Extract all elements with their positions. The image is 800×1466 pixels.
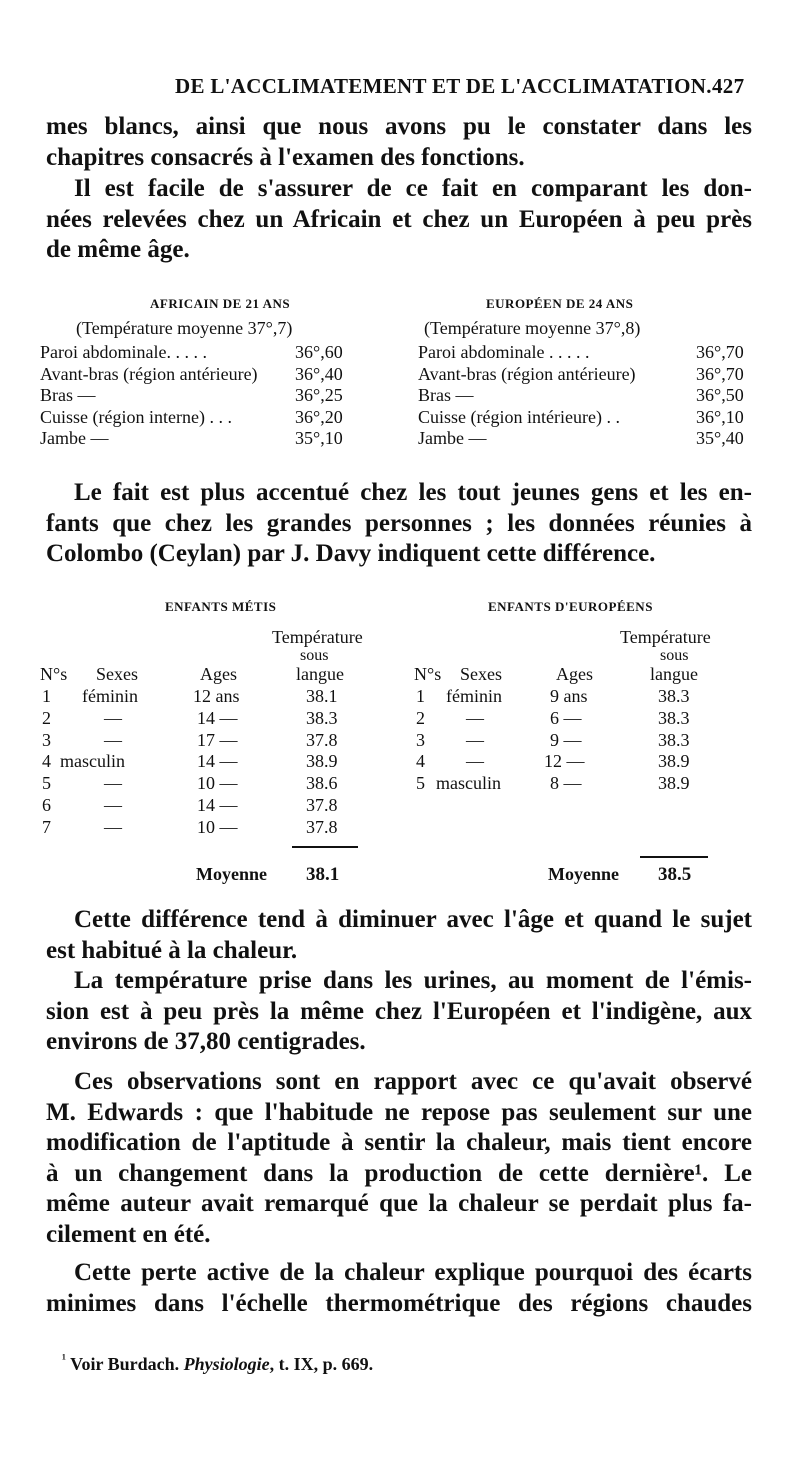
row-value: 35°,40 xyxy=(696,428,744,448)
footnote-marker: ¹ xyxy=(62,1351,66,1366)
header-title: DE L'ACCLIMATEMENT ET DE L'ACCLIMATATION. xyxy=(175,74,712,98)
header-num: N°s xyxy=(40,664,68,684)
table1-left-title: AFRICAIN DE 21 ANS xyxy=(150,296,291,311)
row-age: 10 — xyxy=(197,816,238,837)
table-row xyxy=(418,385,744,407)
row-num: 2 xyxy=(416,707,425,728)
table-row xyxy=(400,773,800,795)
row-sexe: — xyxy=(104,707,122,728)
row-value: 36°,50 xyxy=(696,385,744,405)
row-temp: 38.6 xyxy=(306,773,338,794)
row-num: 5 xyxy=(42,773,51,794)
row-label: Bras — xyxy=(418,385,474,405)
table-row xyxy=(0,817,400,839)
row-sexe: — xyxy=(466,729,484,750)
table-row xyxy=(400,686,800,708)
table-row xyxy=(0,751,400,773)
text-line: Le fait est plus accentué chez les tout jeunes gens et les en- xyxy=(74,479,752,506)
right-mean-value: 38.5 xyxy=(658,864,692,885)
table-row xyxy=(0,686,400,708)
row-age: 9 — xyxy=(550,729,582,750)
sum-rule xyxy=(640,856,708,858)
row-value: 35°,10 xyxy=(295,428,343,448)
sum-rule xyxy=(292,846,358,848)
row-age: 17 — xyxy=(197,729,238,750)
footnote-text: Voir Burdach. xyxy=(70,1354,180,1374)
row-sexe: — xyxy=(104,794,122,815)
row-sexe: masculin xyxy=(436,773,501,794)
table-row xyxy=(400,730,800,752)
row-sexe: masculin xyxy=(60,751,125,772)
row-sexe: féminin xyxy=(446,686,502,706)
row-label: Cuisse (région intérieure) . . xyxy=(418,406,620,427)
table-row xyxy=(418,364,744,386)
row-age: 10 — xyxy=(197,773,238,794)
text-line: environs de 37,80 centigrades. xyxy=(46,1028,366,1055)
row-age: 14 — xyxy=(197,751,238,772)
row-age: 9 ans xyxy=(550,686,588,706)
text-line: Cette perte active de la chaleur explique pourquoi des écarts xyxy=(74,1259,752,1286)
table-row xyxy=(418,407,744,429)
header-ages: Ages xyxy=(556,664,593,684)
header-temp: Température xyxy=(272,627,363,647)
row-sexe: — xyxy=(104,773,122,794)
table1-right-title: EUROPÉEN DE 24 ANS xyxy=(486,296,634,311)
table-row xyxy=(40,428,343,450)
row-sexe: — xyxy=(466,707,484,728)
paragraph-1 xyxy=(46,112,752,173)
row-temp: 37.8 xyxy=(306,794,338,815)
row-sexe: — xyxy=(466,751,484,772)
row-temp: 38.3 xyxy=(658,686,690,706)
footnote-text-end: , t. IX, p. 669. xyxy=(269,1354,374,1374)
text-line: même auteur avait remarqué que la chaleur se perdait plus fa- xyxy=(46,1190,752,1217)
table2-left-rows xyxy=(0,686,400,839)
row-age: 8 — xyxy=(550,773,582,794)
header-sexes: Sexes xyxy=(460,664,502,684)
row-num: 6 xyxy=(42,794,51,815)
row-label: Avant-bras (région antérieure) xyxy=(418,363,636,384)
paragraph-4 xyxy=(46,905,752,966)
row-temp: 38.3 xyxy=(306,707,338,728)
text-line: fants que chez les grandes personnes ; les données réunies à xyxy=(46,509,752,537)
row-num: 1 xyxy=(416,686,425,706)
text-line: chapitres consacrés à l'examen des fonctions. xyxy=(46,143,525,171)
text-line: minimes dans l'échelle thermométrique des régions chaudes xyxy=(46,1289,752,1317)
row-num: 2 xyxy=(42,707,51,728)
row-value: 36°,70 xyxy=(696,342,744,362)
row-value: 36°,60 xyxy=(295,342,343,362)
header-langue: langue xyxy=(296,664,344,684)
row-value: 36°,20 xyxy=(295,406,343,427)
table-row xyxy=(40,364,343,386)
row-sexe: — xyxy=(104,729,122,750)
table2-left-title: ENFANTS MÉTIS xyxy=(165,599,277,614)
paragraph-7 xyxy=(46,1258,752,1319)
left-mean-label: Moyenne xyxy=(196,864,267,884)
row-temp: 38.9 xyxy=(658,773,690,794)
row-temp: 37.8 xyxy=(306,816,338,837)
row-temp: 38.9 xyxy=(306,751,338,772)
row-num: 3 xyxy=(416,729,425,750)
text-line: est habitué à la chaleur. xyxy=(46,936,298,964)
row-num: 1 xyxy=(42,686,51,706)
header-num: N°s xyxy=(414,664,442,684)
footnote xyxy=(62,1351,373,1375)
table1-left-subtitle: (Température moyenne 37°,7) xyxy=(76,318,293,338)
row-label: Jambe — xyxy=(418,428,487,448)
row-temp: 38.3 xyxy=(658,729,690,750)
row-temp: 37.8 xyxy=(306,729,338,750)
row-sexe: féminin xyxy=(82,686,138,706)
table-row xyxy=(40,342,343,364)
row-label: Jambe — xyxy=(40,428,109,448)
footnote-italic: Physiologie xyxy=(183,1354,270,1374)
row-age: 6 — xyxy=(550,707,582,728)
row-value: 36°,40 xyxy=(295,363,343,384)
table-row xyxy=(0,708,400,730)
row-num: 4 xyxy=(416,751,425,772)
table-row xyxy=(0,773,400,795)
text-line: Il est facile de s'assurer de ce fait en comparant les don- xyxy=(74,175,752,202)
row-age: 14 — xyxy=(197,707,238,728)
text-line: La température prise dans les urines, au moment de l'émis- xyxy=(74,967,752,994)
row-age: 14 — xyxy=(197,794,238,815)
table1-right-subtitle: (Température moyenne 37°,8) xyxy=(424,318,641,338)
left-mean-value: 38.1 xyxy=(306,864,340,885)
row-temp: 38.3 xyxy=(658,707,690,728)
row-label: Avant-bras (région antérieure) xyxy=(40,363,258,384)
row-num: 7 xyxy=(42,816,51,837)
right-mean-label: Moyenne xyxy=(548,864,619,884)
text-line: sion est à peu près la même chez l'Européen et l'indigène, aux xyxy=(46,997,752,1025)
paragraph-3 xyxy=(46,478,752,570)
row-temp: 38.9 xyxy=(658,751,690,772)
row-label: Paroi abdominale. . . . . xyxy=(40,342,207,362)
row-label: Bras — xyxy=(40,385,96,405)
table1-right-rows xyxy=(418,342,744,450)
paragraph-5 xyxy=(46,966,752,1058)
row-num: 4 xyxy=(42,751,51,772)
row-value: 36°,70 xyxy=(696,363,744,384)
table-row xyxy=(400,708,800,730)
text-line: M. Edwards : que l'habitude ne repose pas seulement sur une xyxy=(46,1098,752,1126)
table-row xyxy=(0,730,400,752)
table-row xyxy=(418,342,744,364)
row-num: 3 xyxy=(42,729,51,750)
header-temp-sous: sous xyxy=(660,647,689,664)
table-row xyxy=(400,751,800,773)
row-age: 12 ans xyxy=(193,686,240,706)
row-age: 12 — xyxy=(544,751,585,772)
text-line: modification de l'aptitude à sentir la chaleur, mais tient encore xyxy=(46,1129,752,1156)
text-line: Cette différence tend à diminuer avec l'âge et quand le sujet xyxy=(74,906,752,933)
table-row xyxy=(0,795,400,817)
table-row xyxy=(418,428,744,450)
text-line: Colombo (Ceylan) par J. Davy indiquent cette différence. xyxy=(46,540,656,567)
text-line: de même âge. xyxy=(46,236,190,263)
header-sexes: Sexes xyxy=(96,664,138,684)
row-sexe: — xyxy=(104,816,122,837)
table-row xyxy=(40,385,343,407)
text-line: cilement en été. xyxy=(46,1220,211,1248)
header-ages: Ages xyxy=(200,664,237,684)
page-number: 427 xyxy=(712,74,745,98)
row-temp: 38.1 xyxy=(306,686,338,706)
row-value: 36°,25 xyxy=(295,385,343,405)
text-line: à un changement dans la production de cette dernière¹. Le xyxy=(46,1159,752,1187)
row-label: Cuisse (région interne) . . . xyxy=(40,406,232,427)
row-value: 36°,10 xyxy=(696,406,744,427)
header-temp-sous: sous xyxy=(300,647,329,664)
paragraph-6 xyxy=(46,1067,752,1250)
header-langue: langue xyxy=(650,664,698,684)
table-row xyxy=(40,407,343,429)
row-label: Paroi abdominale . . . . . xyxy=(418,342,590,362)
text-line: Ces observations sont en rapport avec ce qu'avait observé xyxy=(74,1068,752,1095)
table2-right-title: ENFANTS D'EUROPÉENS xyxy=(488,599,653,614)
row-num: 5 xyxy=(416,773,425,794)
text-line: nées relevées chez un Africain et chez un Européen à peu près xyxy=(46,205,752,233)
text-line: mes blancs, ainsi que nous avons pu le constater dans les xyxy=(46,113,752,140)
paragraph-2 xyxy=(46,174,752,266)
table2-right-rows xyxy=(400,686,800,795)
table1-left-rows xyxy=(40,342,343,450)
header-temp: Température xyxy=(620,627,711,647)
